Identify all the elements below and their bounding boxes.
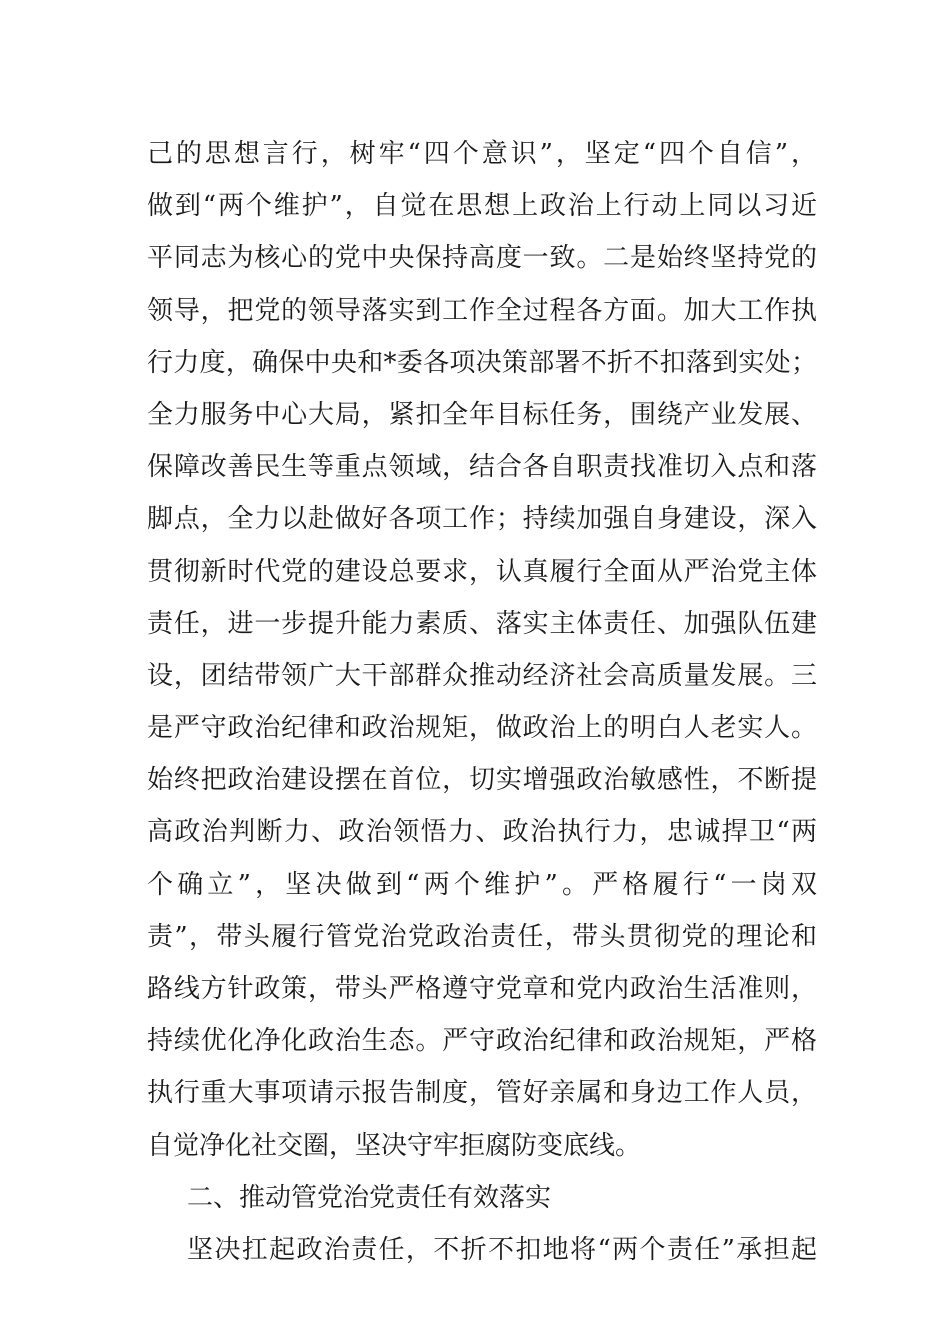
body-line-11: 设，团结带领广大干部群众推动经济社会高质量发展。三 [147,660,817,691]
body-line-5: 行力度，确保中央和*委各项决策部署不折不扣落到实处； [147,347,817,378]
body-line-14: 高政治判断力、政治领悟力、政治执行力，忠诚捍卫“两 [147,817,817,848]
body-line-15: 个确立”，坚决做到“两个维护”。严格履行“一岗双 [147,869,817,900]
paragraph-start-line: 坚决扛起政治责任，不折不扣地将“两个责任”承担起 [187,1234,817,1265]
section-heading: 二、推动管党治党责任有效落实 [187,1182,552,1213]
body-line-4: 领导，把党的领导落实到工作全过程各方面。加大工作执 [147,295,817,326]
body-line-20: 自觉净化社交圈，坚决守牢拒腐防变底线。 [147,1130,642,1161]
document-body [147,128,817,1276]
body-line-18: 持续优化净化政治生态。严守政治纪律和政治规矩，严格 [147,1026,817,1057]
body-line-2: 做到“两个维护”，自觉在思想上政治上行动上同以习近 [147,191,817,222]
body-line-9: 贯彻新时代党的建设总要求，认真履行全面从严治党主体 [147,556,817,587]
body-line-3: 平同志为核心的党中央保持高度一致。二是始终坚持党的 [147,243,817,274]
body-line-19: 执行重大事项请示报告制度，管好亲属和身边工作人员， [147,1078,817,1109]
body-line-13: 始终把政治建设摆在首位，切实增强政治敏感性，不断提 [147,765,817,796]
body-line-10: 责任，进一步提升能力素质、落实主体责任、加强队伍建 [147,608,817,639]
body-line-17: 路线方针政策，带头严格遵守党章和党内政治生活准则， [147,974,817,1004]
body-line-1: 己的思想言行，树牢“四个意识”，坚定“四个自信”， [147,139,817,169]
body-line-8: 脚点，全力以赴做好各项工作；持续加强自身建设，深入 [147,504,817,535]
body-line-16: 责”，带头履行管党治党政治责任，带头贯彻党的理论和 [147,921,817,952]
body-line-7: 保障改善民生等重点领域，结合各自职责找准切入点和落 [147,452,817,483]
body-line-12: 是严守政治纪律和政治规矩，做政治上的明白人老实人。 [147,713,817,744]
body-line-6: 全力服务中心大局，紧扣全年目标任务，围绕产业发展、 [147,399,817,430]
